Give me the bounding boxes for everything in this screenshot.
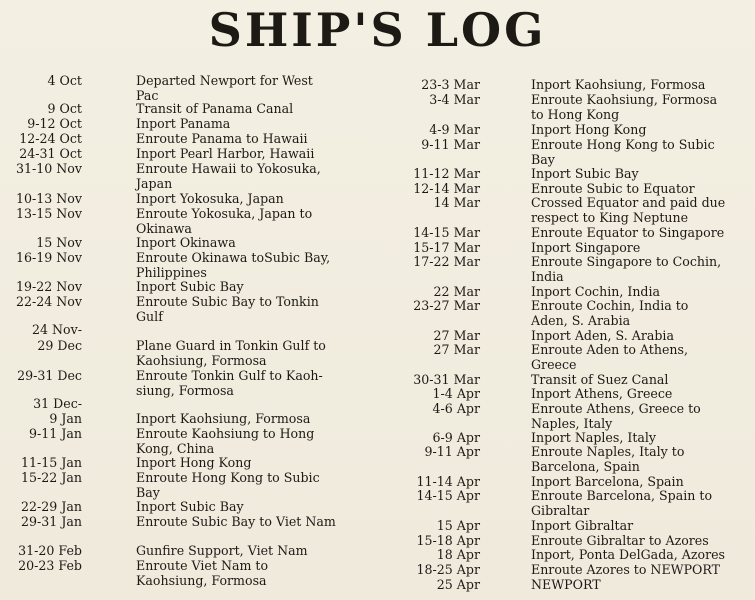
entry-date: 11-15 Jan	[21, 455, 82, 470]
entry-date: 15 Apr	[436, 518, 480, 533]
entry-text: Enroute Yokosuka, Japan to Okinawa	[136, 206, 313, 236]
entry-text: Enroute Tonkin Gulf to Kaoh-siung, Formosa	[136, 368, 323, 398]
entry-date: 30-31 Mar	[413, 372, 480, 387]
entry-text: Inport Cochin, India	[531, 284, 661, 299]
entry-date: 3-4 Mar	[429, 92, 480, 107]
entry-date: 27 Mar	[433, 328, 480, 343]
entry-text: Inport Kaohsiung, Formosa	[136, 411, 311, 426]
entry-text: Enroute Singapore to Cochin, India	[531, 254, 722, 284]
entry-text: Inport Subic Bay	[136, 499, 244, 514]
entry-date: 4-9 Mar	[429, 122, 480, 137]
entry-text: Transit of Panama Canal	[136, 101, 294, 116]
entry-text: Enroute Kaohsiung to Hong Kong, China	[136, 426, 315, 456]
entry-date: 17-22 Mar	[413, 254, 480, 269]
entry-text: Enroute Subic to Equator	[531, 181, 695, 196]
entry-date: 18 Apr	[436, 547, 480, 562]
entry-text: Enroute Aden to Athens, Greece	[531, 342, 688, 372]
entry-text: Inport Pearl Harbor, Hawaii	[136, 146, 315, 161]
entry-date: 6-9 Apr	[432, 430, 480, 445]
entry-date: 27 Mar	[433, 342, 480, 357]
entry-date: 9 Oct	[47, 101, 82, 116]
entry-date: 14-15 Mar	[413, 225, 480, 240]
entry-date: 23-27 Mar	[413, 298, 480, 313]
entry-date: 29 Dec	[37, 338, 82, 353]
entry-text: Enroute Okinawa toSubic Bay, Philippines	[136, 250, 331, 280]
entry-text: Plane Guard in Tonkin Gulf to Kaohsiung, Formosa	[136, 338, 326, 368]
entry-date: 15-18 Apr	[416, 533, 480, 548]
entry-text: Inport Gibraltar	[531, 518, 634, 533]
entry-date: 15-22 Jan	[21, 470, 82, 485]
entry-text: Transit of Suez Canal	[531, 372, 669, 387]
entry-date: 1-4 Apr	[432, 386, 480, 401]
entry-date: 31 Dec-	[33, 396, 82, 411]
entry-text: Departed Newport for West Pac	[136, 73, 313, 103]
entry-text: Enroute Hawaii to Yokosuka, Japan	[136, 161, 321, 191]
entry-date: 29-31 Dec	[17, 368, 82, 383]
entry-text: Inport Singapore	[531, 240, 641, 255]
entry-text: Enroute Subic Bay to Tonkin Gulf	[136, 294, 319, 324]
entry-date: 31-20 Feb	[18, 543, 82, 558]
entry-date: 9-11 Apr	[424, 444, 480, 459]
entry-date: 9 Jan	[49, 411, 82, 426]
entry-date: 31-10 Nov	[15, 161, 82, 176]
entry-text: Enroute Athens, Greece to Naples, Italy	[531, 401, 701, 431]
entry-date: 9-11 Mar	[421, 137, 480, 152]
entry-date: 10-13 Nov	[15, 191, 82, 206]
entry-date: 24-31 Oct	[19, 146, 82, 161]
entry-date: 12-14 Mar	[413, 181, 480, 196]
entry-date: 14 Mar	[433, 195, 480, 210]
entry-date: 24 Nov-	[32, 322, 82, 337]
entry-text: Inport Naples, Italy	[531, 430, 657, 445]
entry-text: Crossed Equator and paid due respect to King Neptune	[531, 195, 726, 225]
entry-text: Enroute Cochin, India to Aden, S. Arabia	[531, 298, 689, 328]
entry-text: Enroute Hong Kong to Subic Bay	[531, 137, 715, 167]
entry-text: Inport Hong Kong	[136, 455, 252, 470]
entry-text: Inport Panama	[136, 116, 231, 131]
entry-text: Enroute Barcelona, Spain to Gibraltar	[531, 488, 713, 518]
entry-date: 15 Nov	[36, 235, 82, 250]
entry-text: NEWPORT	[531, 577, 601, 592]
entry-date: 15-17 Mar	[413, 240, 480, 255]
entry-text: Inport Aden, S. Arabia	[531, 328, 674, 343]
entry-text: Inport Subic Bay	[136, 279, 244, 294]
entry-date: 22 Mar	[433, 284, 480, 299]
entry-text: Inport Subic Bay	[531, 166, 639, 181]
entry-text: Inport Hong Kong	[531, 122, 647, 137]
entry-date: 23-3 Mar	[421, 77, 480, 92]
entry-text: Inport Yokosuka, Japan	[136, 191, 284, 206]
entry-date: 22-29 Jan	[21, 499, 82, 514]
entry-date: 9-11 Jan	[29, 426, 82, 441]
entry-date: 9-12 Oct	[27, 116, 82, 131]
entry-text: Enroute Panama to Hawaii	[136, 131, 308, 146]
entry-text: Inport Barcelona, Spain	[531, 474, 684, 489]
entry-text: Enroute Equator to Singapore	[531, 225, 725, 240]
entry-date: 29-31 Jan	[21, 514, 82, 529]
entry-text: Enroute Hong Kong to Subic Bay	[136, 470, 320, 500]
entry-date: 4 Oct	[47, 73, 82, 88]
entry-text: Inport Athens, Greece	[531, 386, 673, 401]
entry-date: 4-6 Apr	[432, 401, 480, 416]
entry-date: 18-25 Apr	[416, 562, 480, 577]
entry-date: 11-12 Mar	[413, 166, 480, 181]
entry-text: Enroute Naples, Italy to Barcelona, Spain	[531, 444, 685, 474]
page-title: SHIP'S LOG	[208, 3, 547, 57]
entry-date: 22-24 Nov	[15, 294, 82, 309]
entry-date: 13-15 Nov	[15, 206, 82, 221]
entry-text: Enroute Gibraltar to Azores	[531, 533, 709, 548]
entry-text: Enroute Subic Bay to Viet Nam	[136, 514, 336, 529]
entry-text: Inport Kaohsiung, Formosa	[531, 77, 706, 92]
entry-text: Enroute Kaohsiung, Formosa to Hong Kong	[531, 92, 718, 122]
entry-text: Inport, Ponta DelGada, Azores	[531, 547, 726, 562]
entry-date: 14-15 Apr	[416, 488, 480, 503]
entry-text: Gunfire Support, Viet Nam	[136, 543, 308, 558]
entry-date: 20-23 Feb	[18, 558, 82, 573]
entry-date: 25 Apr	[436, 577, 480, 592]
entry-date: 12-24 Oct	[19, 131, 82, 146]
entry-text: Enroute Viet Nam to Kaohsiung, Formosa	[136, 558, 269, 588]
entry-date: 11-14 Apr	[416, 474, 480, 489]
entry-date: 16-19 Nov	[15, 250, 82, 265]
entry-date: 19-22 Nov	[15, 279, 82, 294]
entry-text: Inport Okinawa	[136, 235, 236, 250]
entry-text: Enroute Azores to NEWPORT	[531, 562, 721, 577]
